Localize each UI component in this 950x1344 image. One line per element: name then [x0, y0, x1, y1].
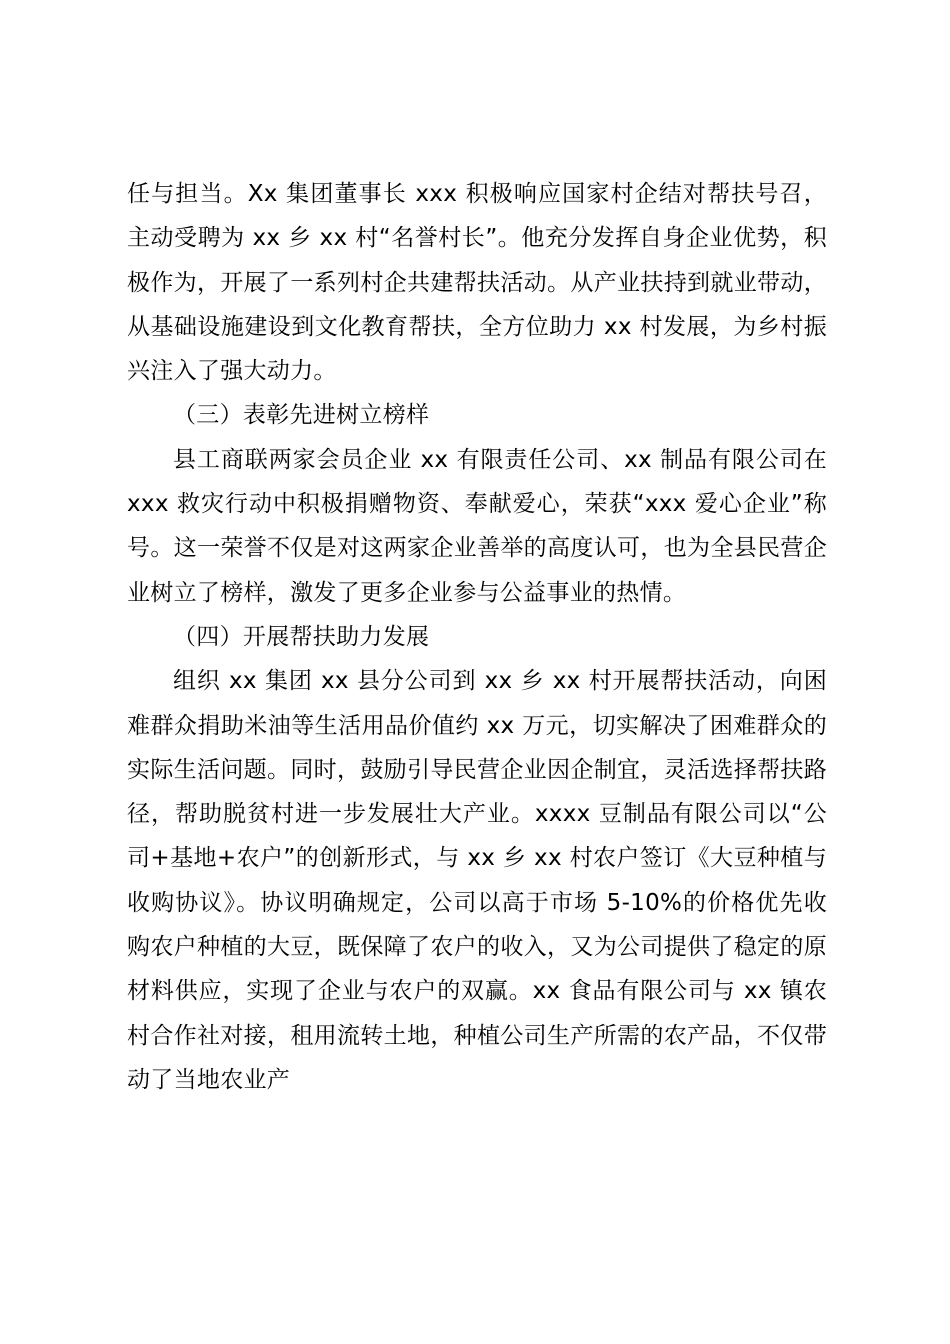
section-heading-four: （四）开展帮扶助力发展 [173, 623, 430, 650]
paragraph-continuation: 任与担当。Xx 集团董事长 xxx 积极响应国家村企结对帮扶号召，主动受聘为 xx 乡 xx 村“名誉村长”。他充分发挥自身企业优势，积极作为，开展了一系列村企共建帮扶活动。从产业扶持到就业带动，从基础设施建设到文化教育帮扶，全方位助力 xx 村发展，为乡村振兴注入了强大动力。 [127, 181, 827, 385]
paragraph-commendation: 县工商联两家会员企业 xx 有限责任公司、xx 制品有限公司在 xxx 救灾行动中积极捐赠物资、奉献爱心，荣获“xxx 爱心企业”称号。这一荣誉不仅是对这两家企业善举的高度认可，也为全县民营企业树立了榜样，激发了更多企业参与公益事业的热情。 [127, 446, 827, 606]
document-body [127, 172, 827, 1102]
paragraph-assistance: 组织 xx 集团 xx 县分公司到 xx 乡 xx 村开展帮扶活动，向困难群众捐助米油等生活用品价值约 xx 万元，切实解决了困难群众的实际生活问题。同时，鼓励引导民营企业因企制宜，灵活选择帮扶路径，帮助脱贫村进一步发展壮大产业。xxxx 豆制品有限公司以“公司+基地+农户”的创新形式，与 xx 乡 xx 村农户签订《大豆种植与收购协议》。协议明确规定，公司以高于市场 5-10%的价格优先收购农户种植的大豆，既保障了农户的收入，又为公司提供了稳定的原材料供应，实现了企业与农户的双赢。xx 食品有限公司与 xx 镇农村合作社对接，租用流转土地，种植公司生产所需的农产品，不仅带动了当地农业产 [127, 668, 827, 1093]
section-heading-three: （三）表彰先进树立榜样 [173, 402, 430, 429]
